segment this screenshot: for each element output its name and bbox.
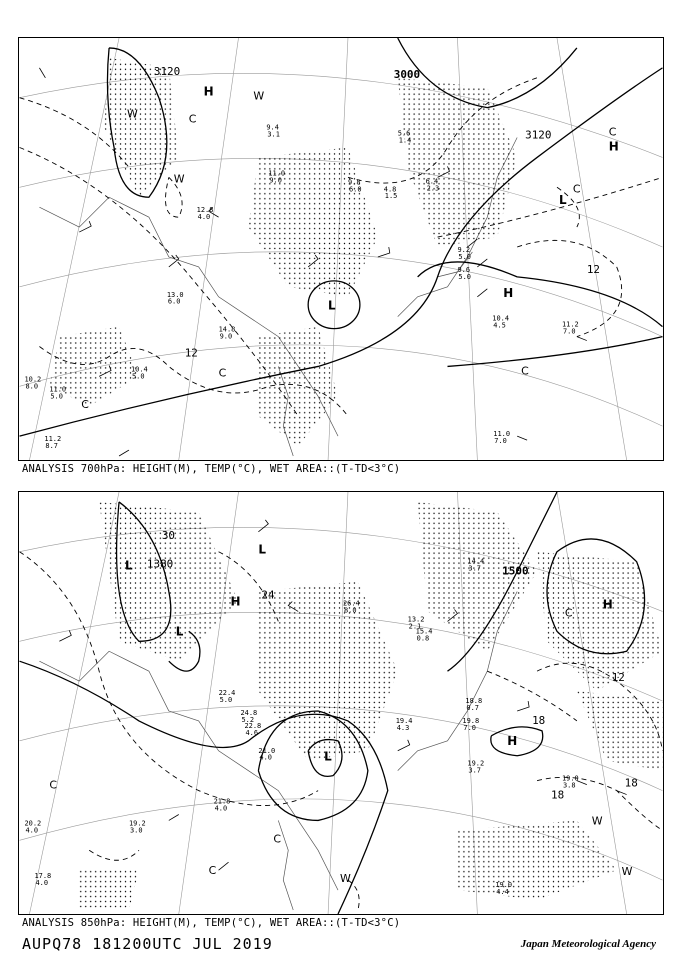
station-dewpoint-depression: 0.7 [466,703,479,712]
station-temperature: 6.4 [425,177,439,186]
cold-center-label: C [188,112,197,126]
station-temperature: 19.2 [129,819,146,828]
station-dewpoint-depression: 4.0 [25,826,39,835]
contour-label: 12 [611,671,625,685]
station-dewpoint-depression: 4.0 [259,753,272,762]
map-850hpa-svg [19,492,663,914]
station-temperature: 21.0 [258,746,276,755]
station-temperature: 9.4 [266,123,279,132]
station-temperature: 15.4 [415,627,433,636]
high-center-label: H [230,594,241,609]
panel-caption-700hpa: ANALYSIS 700hPa: HEIGHT(M), TEMP(°C), WET AREA::(T-TD<3°C) [22,463,401,475]
contour-labels [154,65,600,360]
station-temperature: 10.4 [492,314,510,323]
map-panel-850hpa [18,491,664,915]
contour-label: 24 [261,588,275,602]
station-temperature: 14.8 [218,325,236,334]
contour-label: 12 [586,262,601,276]
station-dewpoint-depression: 5.0 [219,696,233,705]
cold-center-label: C [81,398,89,412]
station-dewpoint-depression: 5.0 [458,252,472,261]
warm-center-label: W [340,872,351,886]
station-dewpoint-depression: 4.6 [245,728,259,737]
cold-center-label: C [49,778,58,792]
warm-center-label: W [253,89,265,103]
low-center-label: L [328,298,336,313]
station-temperature: 19.0 [561,774,579,783]
contour-label: 3000 [393,67,421,81]
contour-label: 30 [161,528,176,542]
high-center-label: H [503,285,514,300]
station-dewpoint-depression: 3.0 [130,826,143,835]
low-center-label: L [558,193,567,208]
station-dewpoint-depression: 9.0 [219,332,233,341]
station-temperature: 26.4 [342,599,360,608]
high-center-label: H [203,84,214,99]
station-dewpoint-depression: 8.0 [343,606,357,615]
cold-center-label: C [208,864,217,878]
station-temperature: 10.2 [24,375,42,384]
cold-center-label: C [521,364,529,378]
map-700hpa-svg [19,38,663,460]
low-center-label: L [324,749,332,764]
station-dewpoint-depression: 4.5 [493,321,506,330]
cold-center-label: C [218,366,227,380]
station-temperature: 22.4 [218,689,236,698]
station-temperature: 9.8 [347,178,361,187]
warm-center-label: W [173,172,185,186]
station-temperature: 11.0 [49,385,67,394]
station-dewpoint-depression: 8.7 [45,442,58,451]
station-temperature: 19.2 [467,759,485,768]
station-dewpoint-depression: 1.5 [384,192,398,201]
station-temperature: 11.2 [44,435,62,444]
station-dewpoint-depression: 4.4 [496,888,509,897]
station-temperature: 13.0 [166,290,184,299]
station-temperature: 19.8 [462,716,480,725]
cold-center-label: C [564,606,573,620]
station-dewpoint-depression: 8.0 [25,382,39,391]
contour-label: 18 [624,776,638,790]
high-center-label: H [507,733,518,748]
station-dewpoint-depression: 3.7 [468,766,481,775]
warm-center-label: W [591,814,603,828]
station-temperature: 9.6 [457,265,471,274]
station-temperature: 22.8 [244,721,262,730]
station-dewpoint-depression: 1.4 [398,136,412,145]
station-temperature: 19.4 [395,716,413,725]
high-center-label: H [608,139,619,154]
contour-label: 1380 [146,557,174,571]
high-center-label: H [602,597,613,612]
station-dewpoint-depression: 7.0 [463,723,476,732]
station-temperature: 12.8 [196,206,214,215]
station-temperature: 21.8 [213,797,231,806]
contour-label: 18 [532,713,546,727]
station-temperature: 10.4 [130,365,148,374]
station-dewpoint-depression: 7.0 [494,437,507,446]
contour-label: 18 [551,788,565,802]
station-dewpoint-depression: 2.1 [408,622,422,631]
contour-label: 3120 [525,128,552,142]
station-temperature: 20.2 [24,819,42,828]
station-dewpoint-depression: 9.0 [269,176,282,185]
station-temperature: 9.2 [457,245,471,254]
station-temperature: 24.8 [240,708,258,717]
warm-center-label: W [621,865,633,879]
station-temperature: 4.8 [383,185,397,194]
station-temperature: 13.2 [407,615,425,624]
station-temperature: 14.4 [467,557,485,566]
station-temperature: 11.2 [561,320,579,329]
station-dewpoint-depression: 3.1 [267,130,280,139]
station-dewpoint-depression: 3.7 [468,564,481,573]
station-dewpoint-depression: 5.0 [50,392,63,401]
cold-center-label: C [608,125,617,139]
station-temperature: 5.6 [397,129,411,138]
station-dewpoint-depression: 4.0 [35,879,49,888]
station-dewpoint-depression: 5.0 [458,272,472,281]
contour-label: 1500 [502,564,529,578]
station-dewpoint-depression: 4.0 [197,213,211,222]
station-dewpoint-depression: 2.3 [426,184,440,193]
contour-label: 12 [184,346,198,360]
station-dewpoint-depression: 0.8 [416,634,430,643]
low-center-label: L [175,624,184,639]
station-temperature: 11.0 [493,430,511,439]
station-temperature: 19.0 [495,881,513,890]
panel-caption-850hpa: ANALYSIS 850hPa: HEIGHT(M), TEMP(°C), WET AREA::(T-TD<3°C) [22,917,401,929]
station-dewpoint-depression: 4.0 [214,804,228,813]
wet-area [49,58,517,446]
station-dewpoint-depression: 6.0 [167,297,181,306]
station-dewpoint-depression: 5.0 [131,372,145,381]
contour-label: 3120 [153,64,181,78]
station-temperature: 11.0 [268,169,286,178]
station-dewpoint-depression: 5.2 [241,715,255,724]
station-temperature: 17.8 [34,872,52,881]
station-dewpoint-depression: 4.3 [396,723,410,732]
station-temperature: 18.8 [465,697,483,705]
chart-product-code: AUPQ78 181200UTC JUL 2019 [22,935,273,953]
station-dewpoint-depression: 7.0 [562,327,576,336]
cold-center-label: C [572,182,581,196]
agency-name: Japan Meteorological Agency [520,938,656,950]
low-center-label: L [125,558,133,573]
station-dewpoint-depression: 3.8 [562,781,576,790]
low-center-label: L [258,542,267,557]
map-panel-700hpa [18,37,664,461]
station-dewpoint-depression: 6.0 [348,185,362,194]
cold-center-label: C [273,832,281,846]
warm-center-label: W [127,107,138,121]
